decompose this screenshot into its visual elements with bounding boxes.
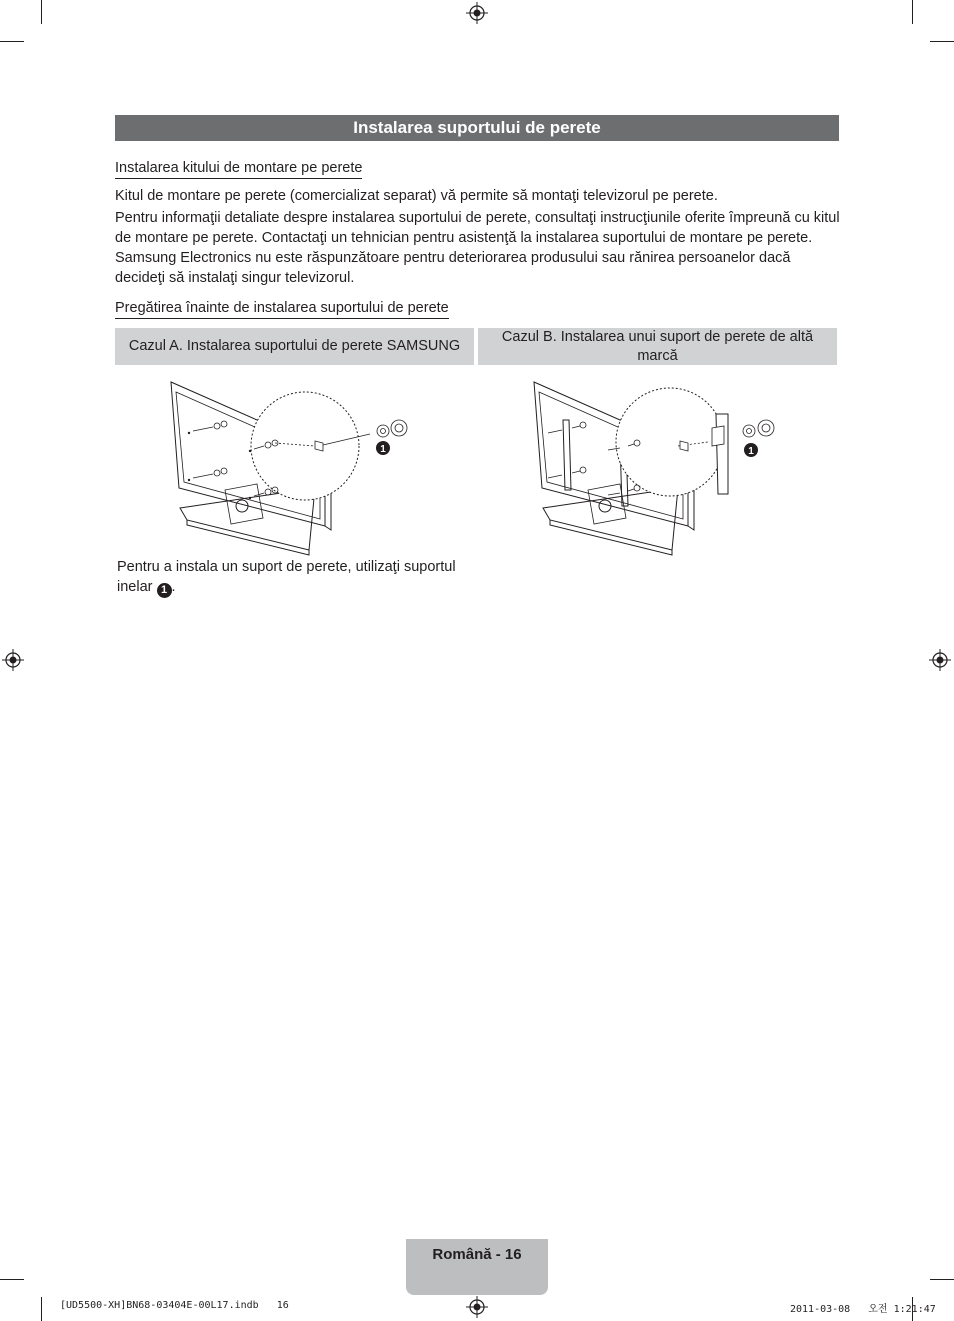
crop-mark: [930, 1279, 954, 1280]
registration-mark-icon: [929, 649, 951, 671]
crop-mark: [0, 1279, 24, 1280]
tv-wall-mount-illustration-a: [165, 378, 425, 556]
page-number-tab: Română - 16: [406, 1239, 548, 1295]
registration-mark-icon: [466, 2, 488, 24]
caption-period: .: [171, 578, 176, 595]
section-heading-kit: Instalarea kitului de montare pe perete: [115, 159, 362, 179]
paragraph-intro: Kitul de montare pe perete (comercializat separat) vă permite să montaţi televizorul pe perete.: [115, 188, 718, 204]
callout-number-badge: 1: [157, 583, 172, 598]
print-slug-right: 2011-03-08 오전 1:21:47: [790, 1304, 936, 1315]
crop-mark: [0, 41, 24, 42]
crop-mark: [41, 0, 42, 24]
paragraph-details: Pentru informaţii detaliate despre instalarea suportului de perete, consultaţi instrucţiunile oferite împreună cu kitul de montare pe perete. Contactaţi un tehnician pentru asistenţă la instalarea suportului de montare pe perete. Samsung Electronics nu este răspunzătoare pentru deteriorarea produsului sau rănirea persoanelor dacă decideţi să instalaţi singur televizorul.: [115, 210, 840, 286]
case-b-header: Cazul B. Instalarea unui suport de perete de altă marcă: [478, 328, 837, 365]
svg-text:1: 1: [380, 444, 386, 455]
svg-text:1: 1: [748, 446, 754, 457]
crop-mark: [912, 0, 913, 24]
tv-wall-mount-illustration-b: [528, 378, 790, 556]
crop-mark: [930, 41, 954, 42]
registration-mark-icon: [466, 1296, 488, 1318]
page-title: Instalarea suportului de perete: [115, 115, 839, 141]
crop-mark: [41, 1297, 42, 1321]
case-a-header: Cazul A. Instalarea suportului de perete SAMSUNG: [115, 328, 474, 365]
section-heading-preparation: Pregătirea înainte de instalarea suportului de perete: [115, 299, 449, 319]
caption-wall-mount-ring: [117, 558, 467, 598]
registration-mark-icon: [2, 649, 24, 671]
caption-text: Pentru a instala un suport de perete, utilizaţi suportul inelar: [117, 559, 456, 595]
print-slug-left: [UD5500-XH]BN68-03404E-00L17.indb 16: [60, 1300, 289, 1311]
